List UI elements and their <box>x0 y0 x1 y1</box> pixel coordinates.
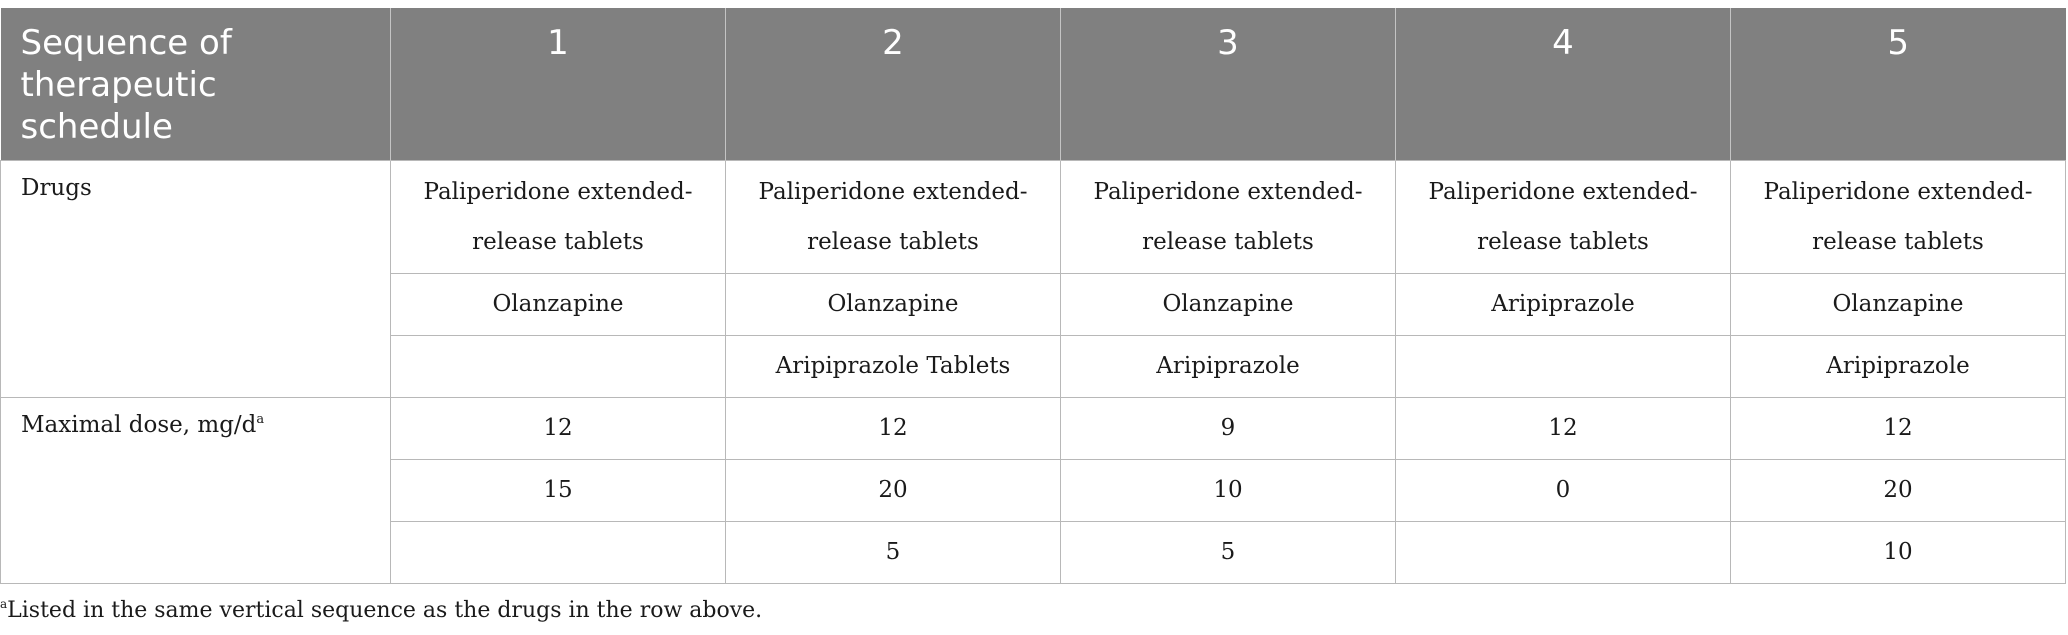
dose-cell: 12 <box>1396 397 1731 459</box>
header-column-1: 1 <box>391 8 726 160</box>
drug-cell: Aripiprazole <box>1061 335 1396 397</box>
drug-cell: Paliperidone extended-release tablets <box>391 160 726 273</box>
dose-cell: 5 <box>726 521 1061 583</box>
header-column-4: 4 <box>1396 8 1731 160</box>
dose-cell: 10 <box>1731 521 2066 583</box>
drug-cell: Paliperidone extended-release tablets <box>1061 160 1396 273</box>
drug-cell: Aripiprazole <box>1731 335 2066 397</box>
table-row <box>1 397 2066 459</box>
dose-cell: 10 <box>1061 459 1396 521</box>
drug-cell: Olanzapine <box>1061 273 1396 335</box>
drug-cell: Olanzapine <box>391 273 726 335</box>
drug-cell: Paliperidone extended-release tablets <box>726 160 1061 273</box>
dose-label-text: Maximal dose, mg/d <box>21 411 257 438</box>
drug-cell: Olanzapine <box>1731 273 2066 335</box>
drug-cell: Paliperidone extended-release tablets <box>1396 160 1731 273</box>
dose-cell: 12 <box>726 397 1061 459</box>
dose-cell: 20 <box>726 459 1061 521</box>
drug-cell <box>391 335 726 397</box>
header-column-3: 3 <box>1061 8 1396 160</box>
dose-cell <box>1396 521 1731 583</box>
header-column-5: 5 <box>1731 8 2066 160</box>
dose-cell: 20 <box>1731 459 2066 521</box>
footnote-marker: a <box>0 597 8 611</box>
dose-cell: 12 <box>391 397 726 459</box>
dose-cell: 15 <box>391 459 726 521</box>
drug-cell: Olanzapine <box>726 273 1061 335</box>
header-row <box>1 8 2066 160</box>
table-row <box>1 160 2066 273</box>
footnote-text: Listed in the same vertical sequence as the drugs in the row above. <box>7 598 763 623</box>
drug-cell: Paliperidone extended-release tablets <box>1731 160 2066 273</box>
header-sequence-label: Sequence of therapeutic schedule <box>1 8 391 160</box>
drug-cell: Aripiprazole <box>1396 273 1731 335</box>
drug-cell: Aripiprazole Tablets <box>726 335 1061 397</box>
table-footnote <box>0 598 762 623</box>
dose-label-superscript: a <box>256 411 265 427</box>
therapeutic-schedule-table <box>0 8 2066 584</box>
dose-cell: 9 <box>1061 397 1396 459</box>
dose-cell: 5 <box>1061 521 1396 583</box>
dose-cell: 0 <box>1396 459 1731 521</box>
header-column-2: 2 <box>726 8 1061 160</box>
drugs-row-label: Drugs <box>1 160 391 397</box>
dose-cell <box>391 521 726 583</box>
drug-cell <box>1396 335 1731 397</box>
dose-cell: 12 <box>1731 397 2066 459</box>
dose-row-label <box>1 397 391 583</box>
